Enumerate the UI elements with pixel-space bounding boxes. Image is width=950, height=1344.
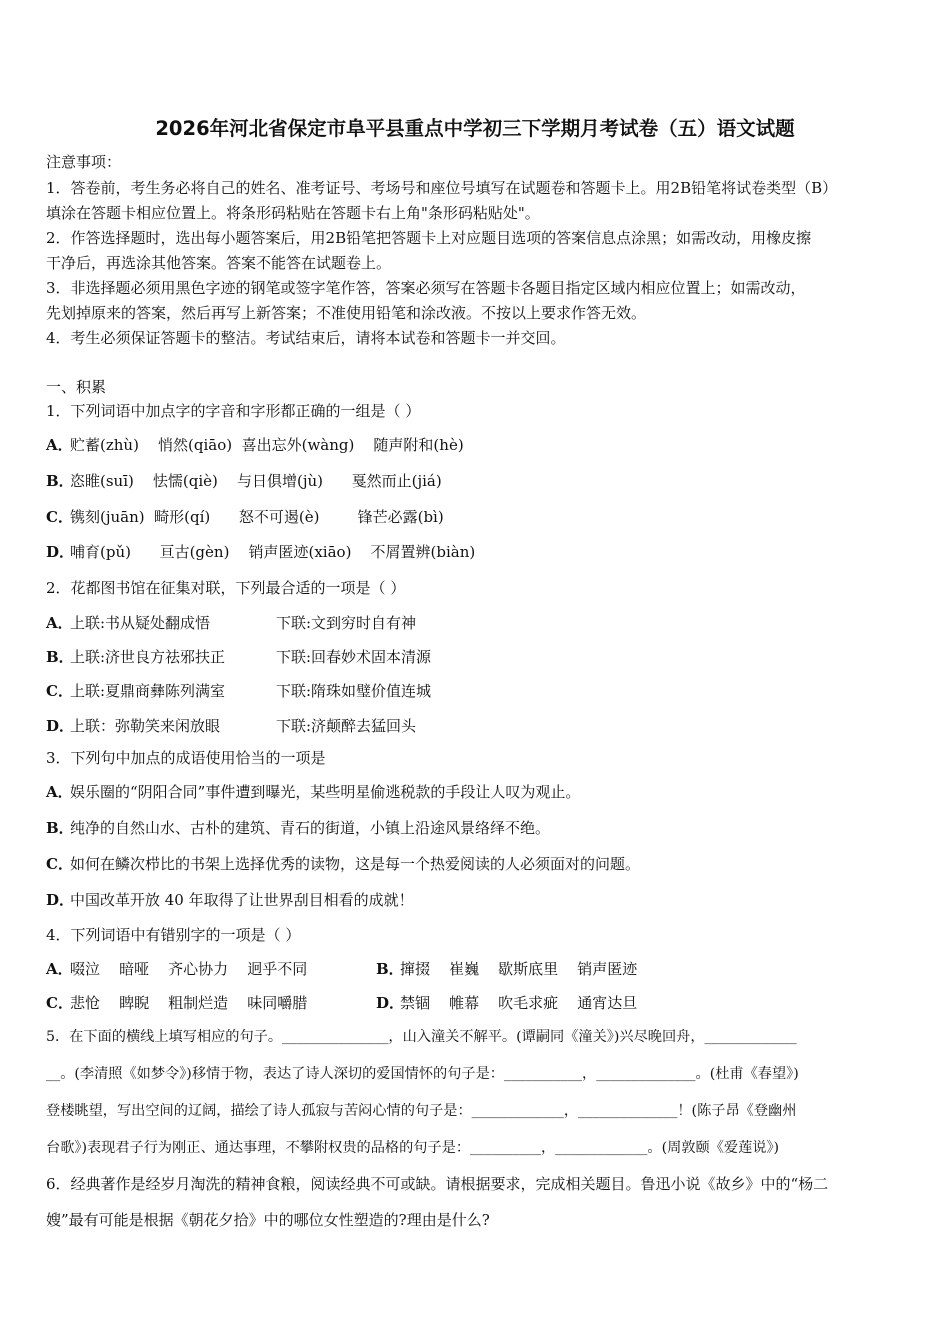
notes-line: 3．非选择题必须用黑色字迹的钢笔或签字笔作答，答案必须写在答题卡各题目指定区域内相应位置上；如需改动， <box>46 279 806 297</box>
section-heading: 一、积累 <box>46 378 107 396</box>
option-text: 禁锢 帷幕 吹毛求疵 通宵达旦 <box>400 994 638 1012</box>
option-label: D． <box>46 891 75 909</box>
option-label: A． <box>46 436 73 454</box>
option-label: D． <box>46 717 75 735</box>
q1-option-a <box>46 435 464 455</box>
notes-line: 1．答卷前，考生务必将自己的姓名、准考证号、考场号和座位号填写在试题卷和答题卡上。用2B铅笔将试卷类型（B） <box>46 179 838 197</box>
option-text: 哺育(pǔ) 亘古(gèn) 销声匿迹(xiāo) 不屑置辨(biàn) <box>70 543 476 561</box>
upper-couplet: 上联:济世良方祛邪扶正 <box>70 648 226 666</box>
option-label: D． <box>376 994 405 1012</box>
question-2-stem: 2．花都图书馆在征集对联，下列最合适的一项是（ ） <box>46 579 406 597</box>
option-text: 撺掇 崔巍 歇斯底里 销声匿迹 <box>400 960 638 978</box>
q2-option-c <box>46 681 906 701</box>
option-text: 中国改革开放 40 年取得了让世界刮目相看的成就！ <box>70 891 414 909</box>
q4-option-b <box>376 959 637 979</box>
option-label: B． <box>46 472 74 490</box>
question-5-line: 登楼眺望，写出空间的辽阔，描绘了诗人孤寂与苦闷心情的句子是：_____________，______________！(陈子昂《登幽州 <box>46 1103 797 1119</box>
q3-option-a <box>46 782 580 802</box>
option-text: 镌刻(juān) 畸形(qí) 怒不可遏(è) 锋芒必露(bì) <box>70 508 444 526</box>
q1-option-d <box>46 542 475 562</box>
q2-option-a <box>46 613 906 633</box>
page-title: 2026年河北省保定市阜平县重点中学初三下学期月考试卷（五）语文试题 <box>155 117 795 140</box>
option-label: A． <box>46 960 73 978</box>
option-text: 如何在鳞次栉比的书架上选择优秀的读物，这是每一个热爱阅读的人必须面对的问题。 <box>70 855 641 873</box>
upper-couplet: 上联:书从疑处翻成悟 <box>70 614 211 632</box>
q4-option-d <box>376 993 637 1013</box>
question-1-stem: 1．下列词语中加点字的字音和字形都正确的一组是（ ） <box>46 402 421 420</box>
q4-options-row-2 <box>46 993 906 1013</box>
upper-couplet: 上联：弥勒笑来闲放眼 <box>70 717 221 735</box>
option-text: 恣睢(suī) 怯懦(qiè) 与日俱增(jù) 戛然而止(jiá) <box>70 472 442 490</box>
q1-option-c <box>46 507 444 527</box>
option-label: C． <box>46 508 73 526</box>
question-4-stem: 4．下列词语中有错别字的一项是（ ） <box>46 926 301 944</box>
question-5-line: 台歌》)表现君子行为刚正、通达事理，不攀附权贵的品格的句子是：__________，_____________。(周敦颐《爱莲说》) <box>46 1140 780 1156</box>
option-label: B． <box>376 960 404 978</box>
option-label: C． <box>46 994 73 1012</box>
question-5-line: __。(李清照《如梦令》)移情于物，表达了诗人深切的爱国情怀的句子是：___________，______________。(杜甫《春望》) <box>46 1066 799 1082</box>
lower-couplet: 下联:回春妙术固本清源 <box>276 648 432 666</box>
question-5-line: 5．在下面的横线上填写相应的句子。_______________，山入潼关不解平。(谭嗣同《潼关》)兴尽晚回舟，_____________ <box>46 1029 797 1045</box>
option-label: B． <box>46 648 74 666</box>
q2-option-b <box>46 647 906 667</box>
notes-line: 干净后，再选涂其他答案。答案不能答在试题卷上。 <box>46 254 392 272</box>
option-text: 啜泣 暗哑 齐心协力 迥乎不同 <box>70 960 308 978</box>
option-text: 娱乐圈的“阴阳合同”事件遭到曝光，某些明星偷逃税款的手段让人叹为观止。 <box>70 783 581 801</box>
notes-line: 填涂在答题卡相应位置上。将条形码粘贴在答题卡右上角"条形码粘贴处"。 <box>46 204 540 222</box>
option-label: C． <box>46 855 73 873</box>
option-label: C． <box>46 682 73 700</box>
lower-couplet: 下联:文到穷时自有神 <box>276 614 417 632</box>
notes-line: 先划掉原来的答案，然后再写上新答案；不准使用铅笔和涂改液。不按以上要求作答无效。 <box>46 304 647 322</box>
notes-line: 4．考生必须保证答题卡的整洁。考试结束后，请将本试卷和答题卡一并交回。 <box>46 329 566 347</box>
question-6-line: 6．经典著作是经岁月淘洗的精神食粮，阅读经典不可或缺。请根据要求，完成相关题目。鲁迅小说《故乡》中的“杨二 <box>46 1175 829 1193</box>
option-text: 贮蓄(zhù) 悄然(qiāo) 喜出忘外(wàng) 随声附和(hè) <box>70 436 464 454</box>
option-label: B． <box>46 819 74 837</box>
option-label: D． <box>46 543 75 561</box>
notes-line: 2．作答选择题时，选出每小题答案后，用2B铅笔把答题卡上对应题目选项的答案信息点涂黑；如需改动，用橡皮擦 <box>46 229 812 247</box>
question-6-line: 嫂”最有可能是根据《朝花夕拾》中的哪位女性塑造的?理由是什么? <box>46 1211 490 1229</box>
notes-heading: 注意事项： <box>46 153 122 171</box>
lower-couplet: 下联:隋珠如璧价值连城 <box>276 682 432 700</box>
q2-option-d <box>46 716 906 736</box>
question-3-stem: 3．下列句中加点的成语使用恰当的一项是 <box>46 749 326 767</box>
upper-couplet: 上联:夏鼎商彝陈列满室 <box>70 682 226 700</box>
q3-option-b <box>46 818 550 838</box>
option-label: A． <box>46 614 73 632</box>
option-label: A． <box>46 783 73 801</box>
option-text: 纯净的自然山水、古朴的建筑、青石的街道，小镇上沿途风景络绎不绝。 <box>70 819 551 837</box>
lower-couplet: 下联:济颠醉去猛回头 <box>276 717 417 735</box>
option-text: 悲怆 睥睨 粗制烂造 味同嚼腊 <box>70 994 308 1012</box>
q1-option-b <box>46 471 442 491</box>
q3-option-d <box>46 890 414 910</box>
q3-option-c <box>46 854 640 874</box>
q4-options-row-1 <box>46 959 906 979</box>
